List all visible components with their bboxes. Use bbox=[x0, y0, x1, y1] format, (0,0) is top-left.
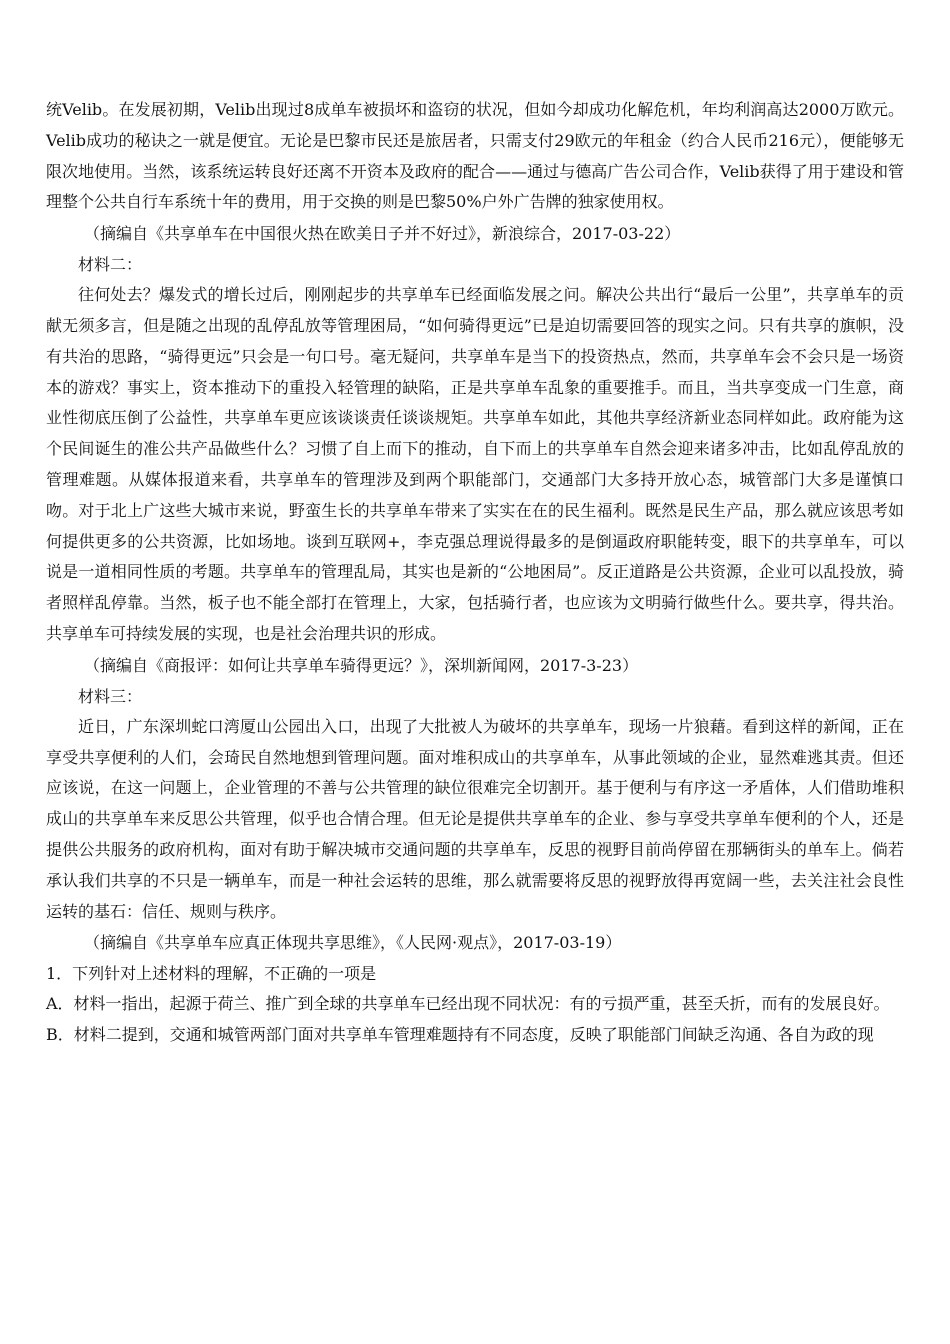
material3-heading: 材料三： bbox=[78, 686, 143, 706]
material2-source: （摘编自《商报评：如何让共享单车骑得更远？》，深圳新闻网，2017-3-23） bbox=[84, 655, 639, 675]
material1-source: （摘编自《共享单车在中国很火热在欧美日子并不好过》，新浪综合，2017-03-22） bbox=[84, 224, 681, 244]
material3-source: （摘编自《共享单车应真正体现共享思维》，《人民网·观点》，2017-03-19） bbox=[84, 933, 622, 953]
question1-stem: 1．下列针对上述材料的理解，不正确的一项是 bbox=[46, 964, 377, 984]
material2-body: 往何处去？爆发式的增长过后，刚刚起步的共享单车已经面临发展之问。解决公共出行“最后一公里”，共享单车的贡献无须多言，但是随之出现的乱停乱放等管理困局，“如何骑得更远”已是迫切需要回答的现实之问。只有共享的旗帜，没有共治的思路，“骑得更远”只会是一句口号。毫无疑问，共享单车是当下的投资热点，然而，共享单车会不会只是一场资本的游戏？事实上，资本推动下的重投入轻管理的缺陷，正是共享单车乱象的重要推手。而且，当共享变成一门生意，商业性彻底压倒了公益性，共享单车更应该谈谈责任谈谈规矩。共享单车如此，其他共享经济新业态同样如此。政府能为这个民间诞生的准公共产品做些什么？习惯了自上而下的推动，自下而上的共享单车自然会迎来诸多冲击，比如乱停乱放的管理难题。从媒体报道来看，共享单车的管理涉及到两个职能部门，交通部门大多持开放心态，城管部门大多是谨慎口吻。对于北上广这些大城市来说，野蛮生长的共享单车带来了实实在在的民生福利。既然是民生产品，那么就应该思考如何提供更多的公共资源，比如场地。谈到互联网+，李克强总理说得最多的是倒逼政府职能转变，眼下的共享单车，可以说是一道相同性质的考题。共享单车的管理乱局，其实也是新的“公地困局”。反正道路是公共资源，企业可以乱投放，骑者照样乱停靠。当然，板子也不能全部打在管理上，大家，包括骑行者，也应该为文明骑行做些什么。要共享，得共治。共享单车可持续发展的实现，也是社会治理共识的形成。 bbox=[46, 285, 904, 643]
question1-option-b: B．材料二提到，交通和城管两部门面对共享单车管理难题持有不同态度，反映了职能部门间缺乏沟通、各自为政的现 bbox=[46, 1025, 874, 1045]
material3-body: 近日，广东深圳蛇口湾厦山公园出入口，出现了大批被人为破坏的共享单车，现场一片狼藉。看到这样的新闻，正在享受共享便利的人们，会琦民自然地想到管理问题。面对堆积成山的共享单车，从事此领域的企业，显然难逃其责。但还应该说，在这一问题上，企业管理的不善与公共管理的缺位很难完全切割开。基于便利与有序这一矛盾体，人们借助堆积成山的共享单车来反思公共管理，似乎也合情合理。但无论是提供共享单车的企业、参与享受共享单车便利的个人，还是提供公共服务的政府机构，面对有助于解决城市交通问题的共享单车，反思的视野目前尚停留在那辆街头的单车上。倘若承认我们共享的不只是一辆单车，而是一种社会运转的思维，那么就需要将反思的视野放得再宽阔一些，去关注社会良性运转的基石：信任、规则与秩序。 bbox=[46, 716, 904, 921]
question1-option-a: A．材料一指出，起源于荷兰、推广到全球的共享单车已经出现不同状况：有的亏损严重，甚至夭折，而有的发展良好。 bbox=[46, 994, 890, 1014]
material1-tail-paragraph: 统Velib。在发展初期，Velib出现过8成单车被损坏和盗窃的状况，但如今却成功化解危机，年均利润高达2000万欧元。Velib成功的秘诀之一就是便宜。无论是巴黎市民还是旅居者，只需支付29欧元的年租金（约合人民币216元），便能够无限次地使用。当然，该系统运转良好还离不开资本及政府的配合——通过与德高广告公司合作，Velib获得了用于建设和管理整个公共自行车系统十年的费用，用于交换的则是巴黎50%户外广告牌的独家使用权。 bbox=[46, 100, 904, 212]
material2-heading: 材料二： bbox=[78, 255, 143, 275]
